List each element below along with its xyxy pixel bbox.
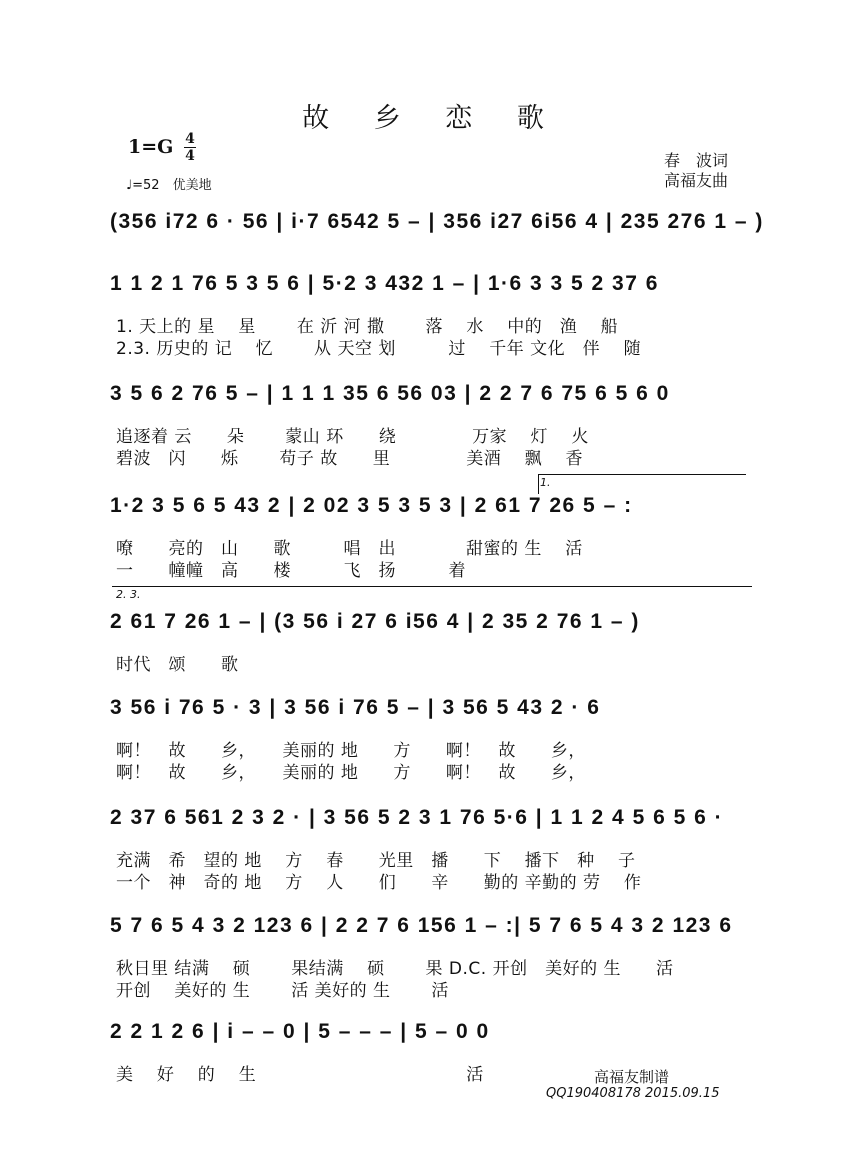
tempo-marking: ♩=52 优美地 [126, 178, 212, 193]
lyric-verse-2: 一个 神 奇的 地 方 人 们 辛 勤的 辛勤的 劳 作 [116, 873, 642, 893]
lyric-verse-1: 时代 颂 歌 [116, 655, 239, 675]
volta-bracket-2 [112, 586, 752, 587]
lyric-verse-1: 嘹 亮的 山 歌 唱 出 甜蜜的 生 活 [116, 539, 583, 559]
lyric-verse-1: 追逐着 云 朵 蒙山 环 绕 万家 灯 火 [116, 427, 589, 447]
lyricist-credit: 春 波词 [664, 151, 729, 170]
key-signature: 1=G [128, 136, 174, 158]
song-title: 故 乡 恋 歌 [302, 103, 562, 134]
row-notes: 1·2 3 5 6 5 43 2 | 2 02 3 5 3 5 3 | 2 61 7 26 5 – : [110, 494, 633, 517]
volta-2-3: 2. 3. [116, 588, 141, 601]
lyric-verse-1: 1. 天上的 星 星 在 沂 河 撒 落 水 中的 渔 船 [116, 317, 619, 337]
row-notes: 5 7 6 5 4 3 2 123 6 | 2 2 7 6 156 1 – :| 5 7 6 5 4 3 2 123 6 [110, 914, 733, 937]
volta-bracket-1 [538, 474, 746, 475]
row-notes: 2 2 1 2 6 | i – – 0 | 5 – – – | 5 – 0 0 [110, 1020, 490, 1043]
lyric-verse-2: 开创 美好的 生 活 美好的 生 活 [116, 981, 449, 1001]
lyric-verse-1: 啊！ 故 乡， 美丽的 地 方 啊！ 故 乡， [116, 741, 586, 761]
lyric-verse-1: 秋日里 结满 硕 果结满 硕 果 D.C. 开创 美好的 生 活 [116, 959, 674, 979]
composer-credit: 高福友曲 [664, 171, 729, 190]
meter-bottom: 4 [185, 148, 195, 164]
lyric-verse-1: 美 好 的 生 活 [116, 1065, 484, 1085]
signature-line: QQ190408178 2015.09.15 [546, 1086, 720, 1101]
intro-notes: (356 i72 6 · 56 | i·7 6542 5 – | 356 i27 6i56 4 | 235 276 1 – ) [110, 210, 764, 233]
volta-bracket-1-edge [538, 474, 539, 494]
lyric-verse-2: 碧波 闪 烁 苟子 故 里 美酒 飘 香 [116, 449, 584, 469]
row-notes: 3 56 i 76 5 · 3 | 3 56 i 76 5 – | 3 56 5 43 2 · 6 [110, 696, 601, 719]
volta-1: 1. [540, 476, 551, 489]
row-notes: 2 37 6 561 2 3 2 · | 3 56 5 2 3 1 76 5·6 | 1 1 2 4 5 6 5 6 · [110, 806, 724, 829]
arranger-credit: 高福友制谱 [594, 1068, 670, 1086]
meter-top: 4 [185, 131, 195, 147]
lyric-verse-2: 啊！ 故 乡， 美丽的 地 方 啊！ 故 乡， [116, 763, 586, 783]
lyric-verse-2: 一 幢幢 高 楼 飞 扬 着 [116, 561, 466, 581]
lyric-verse-1: 充满 希 望的 地 方 春 光里 播 下 播下 种 子 [116, 851, 636, 871]
time-signature [184, 132, 196, 163]
row-notes: 2 61 7 26 1 – | (3 56 i 27 6 i56 4 | 2 35 2 76 1 – ) [110, 610, 640, 633]
row-notes: 1 1 2 1 76 5 3 5 6 | 5·2 3 432 1 – | 1·6 3 3 5 2 37 6 [110, 272, 659, 295]
row-notes: 3 5 6 2 76 5 – | 1 1 1 35 6 56 03 | 2 2 7 6 75 6 5 6 0 [110, 382, 670, 405]
lyric-verse-2: 2.3. 历史的 记 忆 从 天空 划 过 千年 文化 伴 随 [116, 339, 642, 359]
